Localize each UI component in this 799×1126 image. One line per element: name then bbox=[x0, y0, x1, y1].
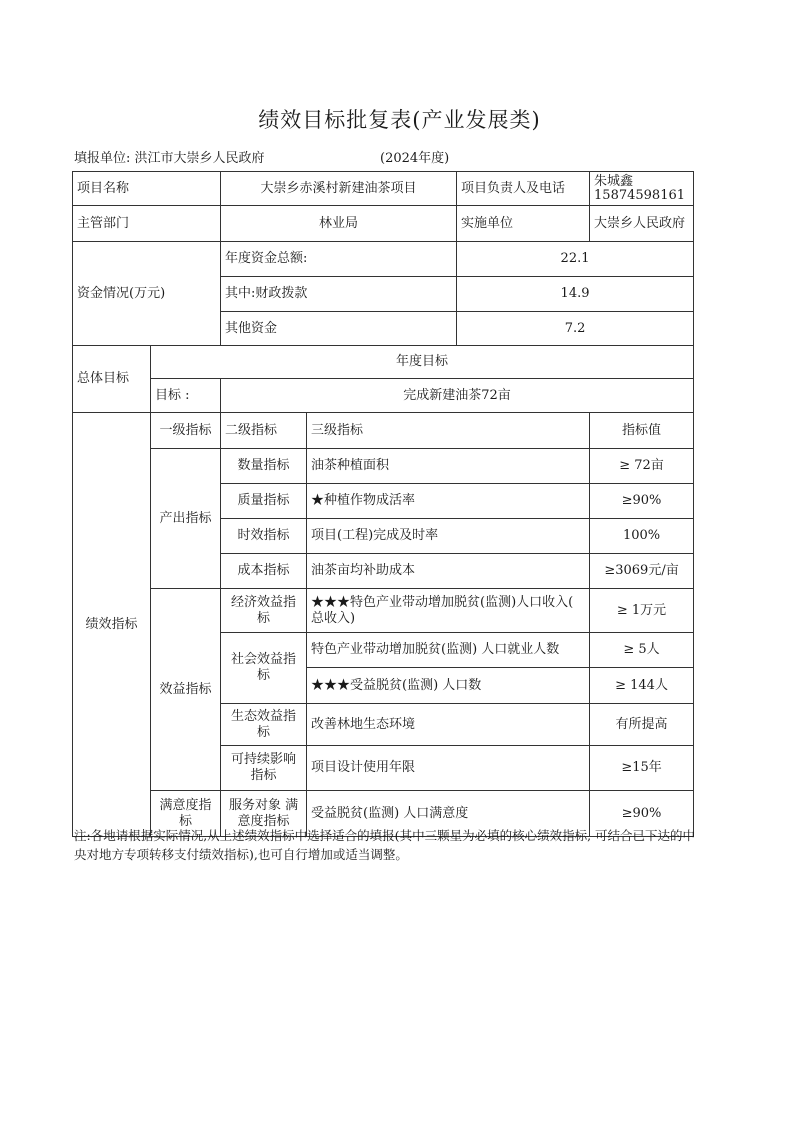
perf-value: 100% bbox=[590, 519, 694, 554]
perf-level2: 生态效益指标 bbox=[221, 704, 307, 746]
perf-value: ≥90% bbox=[590, 484, 694, 519]
perf-value: ≥ 72亩 bbox=[590, 449, 694, 484]
perf-level2: 质量指标 bbox=[221, 484, 307, 519]
perf-row bbox=[73, 589, 694, 633]
funds-other-label: 其他资金 bbox=[221, 312, 457, 346]
goal-row bbox=[73, 379, 694, 413]
perf-value: ≥ 5人 bbox=[590, 633, 694, 668]
funds-fiscal-value: 14.9 bbox=[457, 277, 694, 312]
approval-table bbox=[72, 171, 694, 837]
perf-level3: 特色产业带动增加脱贫(监测) 人口就业人数 bbox=[307, 633, 590, 668]
funds-total-row bbox=[73, 242, 694, 277]
perf-header-row bbox=[73, 413, 694, 449]
funds-fiscal-label: 其中:财政拨款 bbox=[221, 277, 457, 312]
perf-header-value: 指标值 bbox=[590, 413, 694, 449]
footnote: 注:各地请根据实际情况,从上述绩效指标中选择适合的填报(其中三颗星为必填的核心绩效指标, 可结合已下达的中央对地方专项转移支付绩效指标),也可自行增加或适当调整。 bbox=[74, 828, 696, 862]
perf-level2: 服务对象 满意度指标 bbox=[221, 791, 307, 837]
page-title: 绩效目标批复表(产业发展类) bbox=[258, 108, 541, 132]
perf-level3: ★★★受益脱贫(监测) 人口数 bbox=[307, 668, 590, 704]
perf-level3: ★★★特色产业带动增加脱贫(监测)人口收入( 总收入) bbox=[307, 589, 590, 633]
perf-level3: 油茶种植面积 bbox=[307, 449, 590, 484]
contact-name: 朱城鑫 bbox=[594, 173, 634, 189]
funds-total-label: 年度资金总额: bbox=[221, 242, 457, 277]
perf-level2: 时效指标 bbox=[221, 519, 307, 554]
goal-value: 完成新建油茶72亩 bbox=[221, 379, 694, 413]
funds-other-value: 7.2 bbox=[457, 312, 694, 346]
perf-level2: 社会效益指标 bbox=[221, 633, 307, 704]
dept-label: 主管部门 bbox=[73, 206, 221, 242]
perf-level3: 受益脱贫(监测) 人口满意度 bbox=[307, 791, 590, 837]
reporting-unit bbox=[74, 147, 265, 166]
benefit-indicator-label: 效益指标 bbox=[151, 589, 221, 791]
reporting-unit-label: 填报单位: bbox=[74, 151, 131, 166]
perf-level3: 油茶亩均补助成本 bbox=[307, 554, 590, 589]
perf-level3: ★种植作物成活率 bbox=[307, 484, 590, 519]
project-row bbox=[73, 172, 694, 206]
dept-value: 林业局 bbox=[221, 206, 457, 242]
perf-header-level1: 一级指标 bbox=[151, 413, 221, 449]
report-year: (2024年度) bbox=[380, 151, 450, 166]
satisfaction-indicator-label: 满意度指标 bbox=[151, 791, 221, 837]
perf-level3: 项目(工程)完成及时率 bbox=[307, 519, 590, 554]
annual-goal-header-row bbox=[73, 346, 694, 379]
reporting-unit-value: 洪江市大崇乡人民政府 bbox=[134, 151, 265, 166]
dept-row bbox=[73, 206, 694, 242]
output-indicator-label: 产出指标 bbox=[151, 449, 221, 589]
impl-label: 实施单位 bbox=[457, 206, 590, 242]
contact-phone: 15874598161 bbox=[594, 187, 686, 203]
perf-level2: 经济效益指标 bbox=[221, 589, 307, 633]
impl-value: 大崇乡人民政府 bbox=[590, 206, 694, 242]
project-name-value: 大崇乡赤溪村新建油茶项目 bbox=[221, 172, 457, 206]
perf-label: 绩效指标 bbox=[73, 413, 151, 837]
perf-level3: 项目设计使用年限 bbox=[307, 746, 590, 791]
contact-label: 项目负责人及电话 bbox=[457, 172, 590, 206]
project-name-label: 项目名称 bbox=[73, 172, 221, 206]
perf-header-level3: 三级指标 bbox=[307, 413, 590, 449]
overall-goal-label: 总体目标 bbox=[73, 346, 151, 413]
perf-level3: 改善林地生态环境 bbox=[307, 704, 590, 746]
perf-value: ≥3069元/亩 bbox=[590, 554, 694, 589]
perf-level2: 数量指标 bbox=[221, 449, 307, 484]
funds-label: 资金情况(万元) bbox=[73, 242, 221, 346]
perf-header-level2: 二级指标 bbox=[221, 413, 307, 449]
goal-label: 目标 : bbox=[151, 379, 221, 413]
funds-total-value: 22.1 bbox=[457, 242, 694, 277]
perf-row bbox=[73, 449, 694, 484]
perf-value: ≥ 144人 bbox=[590, 668, 694, 704]
perf-level2: 成本指标 bbox=[221, 554, 307, 589]
perf-value: ≥ 1万元 bbox=[590, 589, 694, 633]
perf-value: ≥15年 bbox=[590, 746, 694, 791]
perf-level2: 可持续影响指标 bbox=[221, 746, 307, 791]
annual-goal-label: 年度目标 bbox=[151, 346, 694, 379]
contact-value bbox=[590, 172, 694, 206]
perf-value: 有所提高 bbox=[590, 704, 694, 746]
perf-value: ≥90% bbox=[590, 791, 694, 837]
